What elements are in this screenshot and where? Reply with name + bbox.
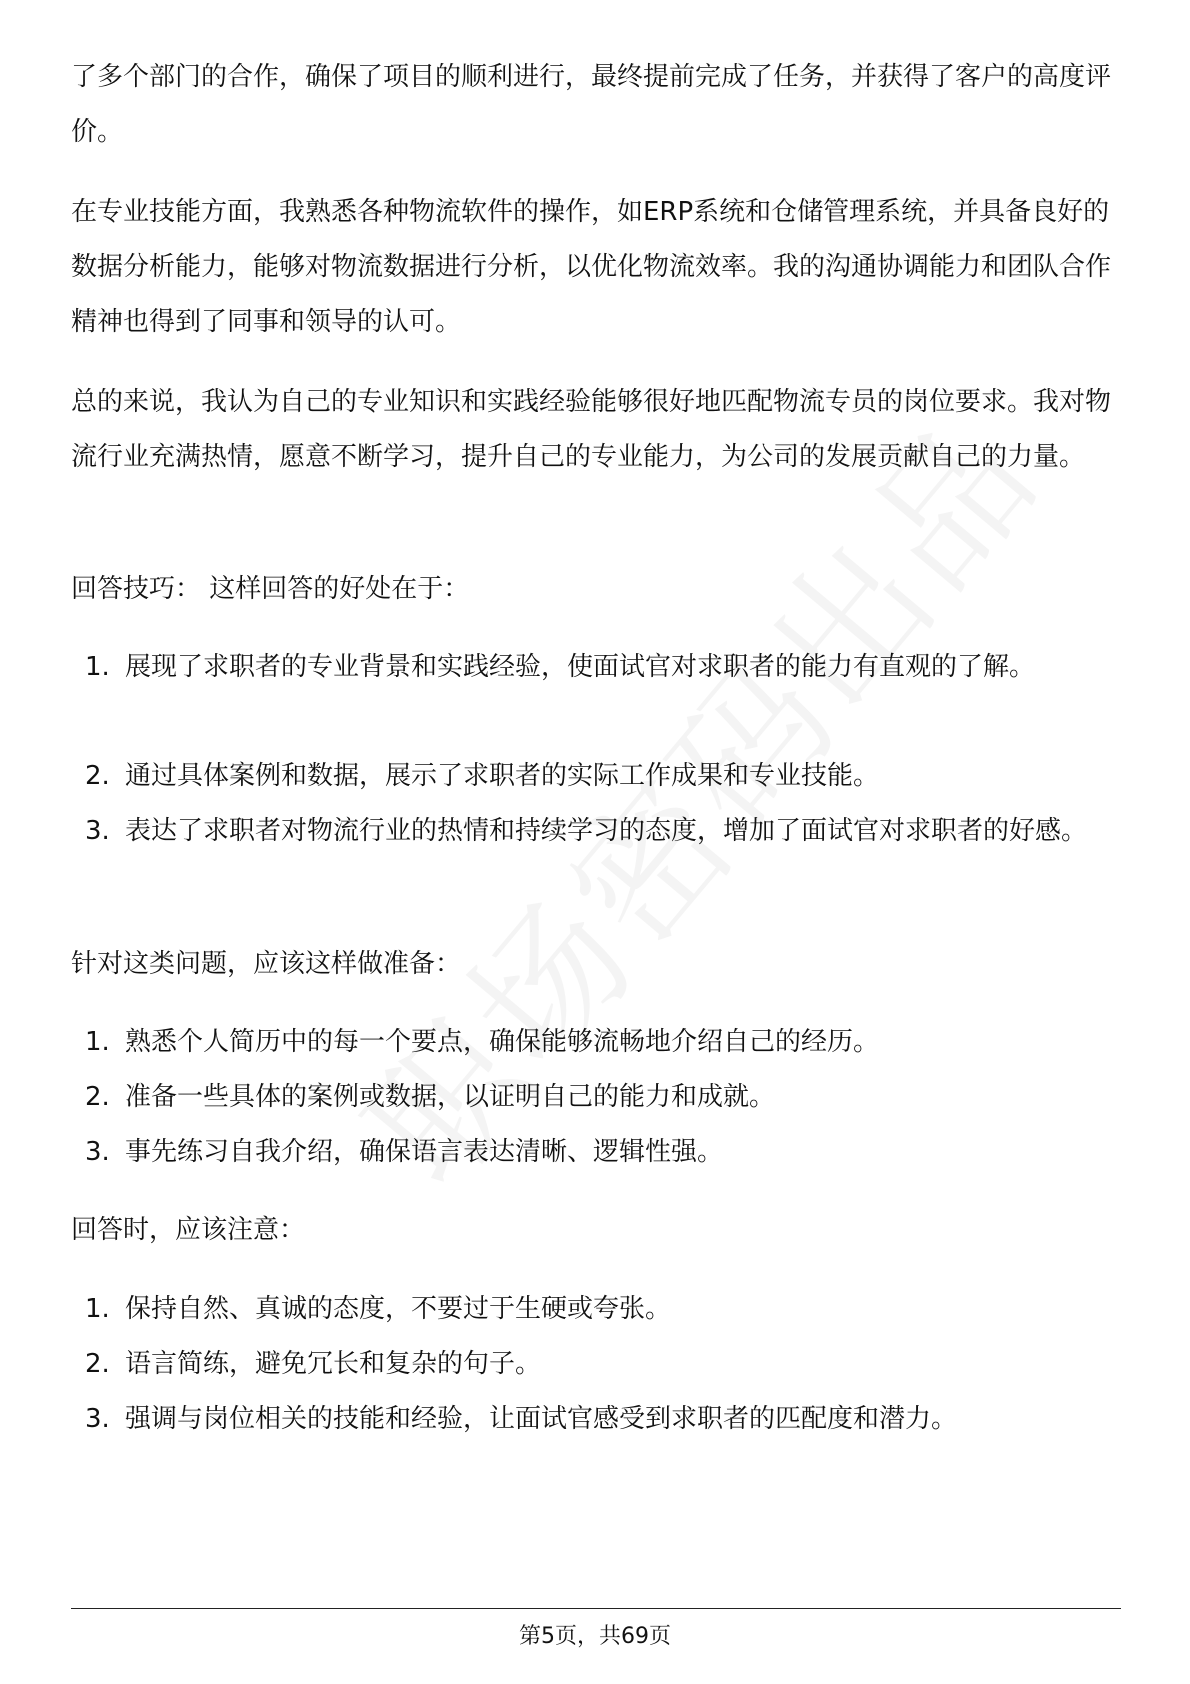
list-number: 3. [85, 1137, 110, 1167]
list-item [85, 1015, 1121, 1070]
list-item [85, 804, 1121, 859]
list-text: 表达了求职者对物流行业的热情和持续学习的态度，增加了面试官对求职者的好感。 [125, 816, 1088, 846]
tips-heading: 回答技巧： 这样回答的好处在于： [71, 574, 470, 604]
paragraph-summary: 总的来说，我认为自己的专业知识和实践经验能够很好地匹配物流专员的岗位要求。我对物流行业充满热情，愿意不断学习，提升自己的专业能力，为公司的发展贡献自己的力量。 [71, 387, 1112, 472]
list-text: 语言简练，避免冗长和复杂的句子。 [125, 1349, 542, 1379]
list-number: 1. [85, 1294, 110, 1324]
list-text: 事先练习自我介绍，确保语言表达清晰、逻辑性强。 [125, 1137, 724, 1167]
paragraph-project-result: 了多个部门的合作，确保了项目的顺利进行，最终提前完成了任务，并获得了客户的高度评价。 [71, 62, 1112, 147]
list-number: 3. [85, 1404, 110, 1434]
list-text: 保持自然、真诚的态度，不要过于生硬或夸张。 [125, 1294, 672, 1324]
paragraph-professional-skills: 在专业技能方面，我熟悉各种物流软件的操作，如ERP系统和仓储管理系统，并具备良好的数据分析能力，能够对物流数据进行分析，以优化物流效率。我的沟通协调能力和团队合作精神也得到了同事和领导的认可。 [71, 197, 1112, 337]
list-number: 2. [85, 1082, 110, 1112]
list-text: 展现了求职者的专业背景和实践经验，使面试官对求职者的能力有直观的了解。 [125, 652, 1036, 682]
list-number: 3. [85, 816, 110, 846]
list-item [85, 749, 1121, 804]
list-item [85, 1070, 1121, 1125]
list-number: 2. [85, 761, 110, 791]
prepare-heading: 针对这类问题，应该这样做准备： [71, 949, 462, 979]
list-text: 强调与岗位相关的技能和经验，让面试官感受到求职者的匹配度和潜力。 [125, 1404, 958, 1434]
list-item [85, 1337, 1121, 1392]
page-number: 第5页，共69页 [519, 1624, 671, 1649]
list-number: 1. [85, 652, 110, 682]
list-number: 2. [85, 1349, 110, 1379]
list-item [85, 1392, 1121, 1447]
list-number: 1. [85, 1027, 110, 1057]
list-item [85, 1125, 1121, 1180]
notes-heading: 回答时，应该注意： [71, 1215, 306, 1245]
list-text: 通过具体案例和数据，展示了求职者的实际工作成果和专业技能。 [125, 761, 880, 791]
list-item [85, 1282, 1121, 1337]
list-text: 准备一些具体的案例或数据，以证明自己的能力和成就。 [125, 1082, 776, 1112]
footer-divider [71, 1608, 1121, 1609]
list-text: 熟悉个人简历中的每一个要点，确保能够流畅地介绍自己的经历。 [125, 1027, 880, 1057]
list-item [85, 640, 1121, 695]
